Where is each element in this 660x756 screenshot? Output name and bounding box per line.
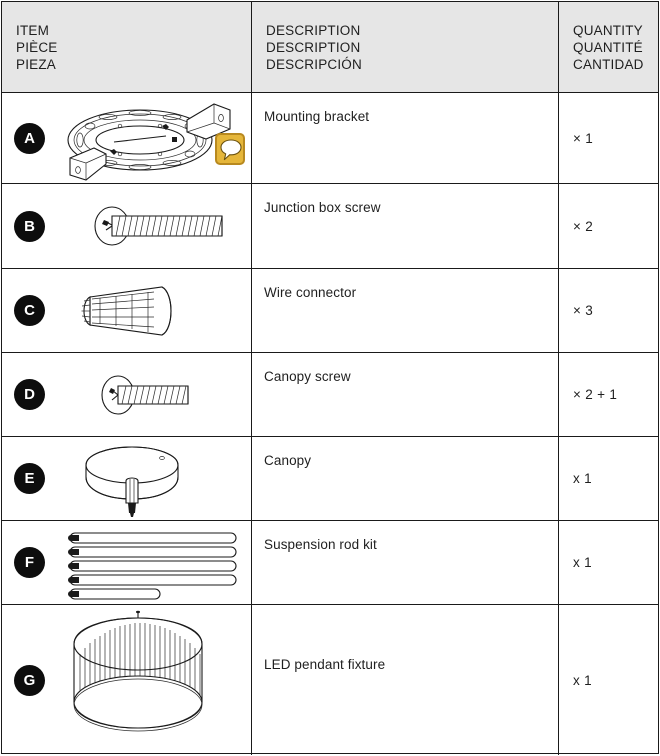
illustration-wire-connector — [54, 269, 250, 352]
item-cell — [2, 437, 252, 520]
description-cell — [252, 269, 559, 352]
item-letter-badge: A — [14, 123, 45, 154]
header-item-line-fr: PIÈCE — [16, 39, 58, 55]
table-row — [2, 605, 658, 755]
description-cell — [252, 93, 559, 183]
item-letter-badge: F — [14, 547, 45, 578]
item-letter-badge: D — [14, 379, 45, 410]
header-item-line-en: ITEM — [16, 22, 50, 38]
item-letter-badge: B — [14, 211, 45, 242]
description-text: Wire connector — [264, 285, 357, 300]
header-item-line-es: PIEZA — [16, 56, 57, 72]
quantity-cell — [559, 93, 658, 183]
quantity-text: x 1 — [573, 471, 592, 486]
item-cell — [2, 93, 252, 183]
quantity-text: × 3 — [573, 303, 594, 318]
header-cell-item — [2, 2, 252, 92]
header-cell-description — [252, 2, 559, 92]
illustration-suspension-rod-kit — [54, 521, 250, 604]
item-letter-badge: G — [14, 665, 45, 696]
quantity-cell — [559, 184, 658, 268]
illustration-junction-box-screw — [54, 184, 250, 268]
header-quantity-line-es: CANTIDAD — [573, 56, 644, 72]
item-cell — [2, 521, 252, 604]
description-text: Mounting bracket — [264, 109, 370, 124]
illustration-canopy — [54, 437, 250, 520]
table-header-row — [2, 2, 658, 93]
table-row — [2, 353, 658, 437]
description-text: Junction box screw — [264, 200, 381, 215]
header-quantity-line-en: QUANTITY — [573, 22, 643, 38]
header-quantity-line-fr: QUANTITÉ — [573, 39, 643, 55]
description-cell — [252, 184, 559, 268]
table-row — [2, 184, 658, 269]
quantity-text: x 1 — [573, 555, 592, 570]
description-cell — [252, 605, 559, 755]
table-row — [2, 93, 658, 184]
header-description-line-es: DESCRIPCIÓN — [266, 56, 362, 72]
quantity-cell — [559, 521, 658, 604]
description-text: Suspension rod kit — [264, 537, 377, 552]
table-row — [2, 521, 658, 605]
speech-bubble-note-badge — [215, 133, 245, 165]
item-letter-badge: E — [14, 463, 45, 494]
description-cell — [252, 437, 559, 520]
description-text: Canopy — [264, 453, 312, 468]
header-description-line-fr: DESCRIPTION — [266, 39, 361, 55]
description-text: LED pendant fixture — [264, 657, 386, 672]
item-cell — [2, 184, 252, 268]
description-cell — [252, 353, 559, 436]
item-cell — [2, 269, 252, 352]
quantity-cell — [559, 269, 658, 352]
quantity-text: × 1 — [573, 130, 594, 146]
parts-list-table — [1, 1, 659, 754]
table-row — [2, 269, 658, 353]
quantity-text: × 2 — [573, 218, 594, 234]
quantity-cell — [559, 353, 658, 436]
item-letter-badge: C — [14, 295, 45, 326]
description-cell — [252, 521, 559, 604]
item-cell — [2, 605, 252, 755]
item-cell — [2, 353, 252, 436]
header-description-line-en: DESCRIPTION — [266, 22, 361, 38]
quantity-cell — [559, 437, 658, 520]
header-cell-quantity — [559, 2, 658, 92]
table-row — [2, 437, 658, 521]
quantity-cell — [559, 605, 658, 755]
quantity-text: × 2 + 1 — [573, 387, 618, 402]
illustration-canopy-screw — [54, 353, 250, 436]
description-text: Canopy screw — [264, 369, 351, 384]
quantity-text: x 1 — [573, 672, 592, 688]
illustration-led-pendant-fixture — [54, 605, 250, 755]
